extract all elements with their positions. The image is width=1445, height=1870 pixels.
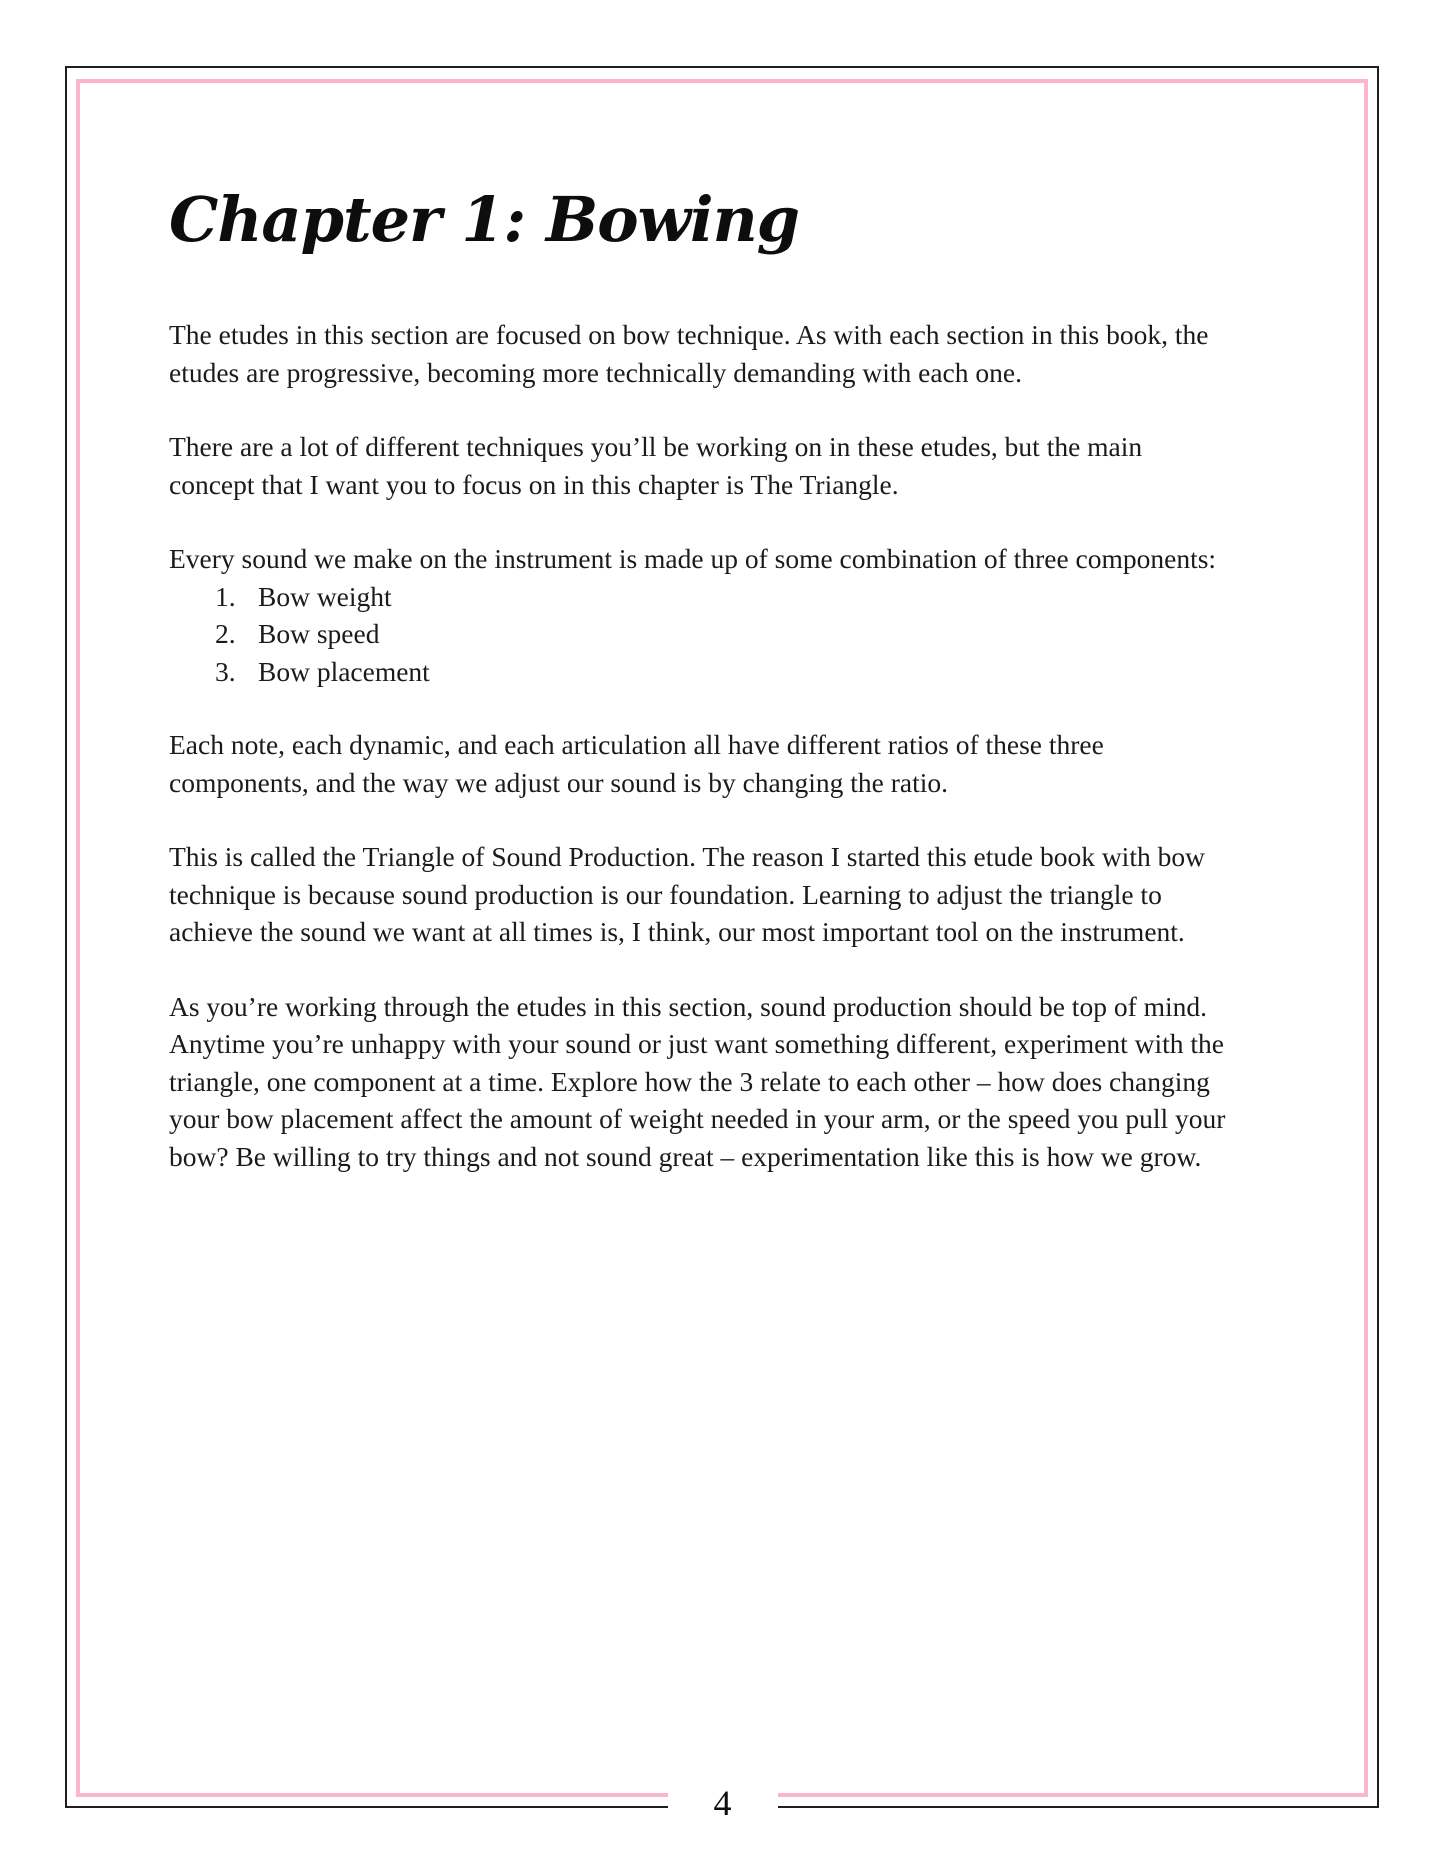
list-label: Bow weight <box>258 580 392 612</box>
components-list <box>169 578 1231 691</box>
chapter-title: Chapter 1: Bowing <box>169 183 800 256</box>
paragraph-intro: The etudes in this section are focused on bow technique. As with each section in this book, the etudes are progressive, becoming more technically demanding with each one. <box>169 319 1209 388</box>
list-number: 1. <box>215 580 236 612</box>
list-label: Bow speed <box>258 618 380 650</box>
list-number: 2. <box>215 618 236 650</box>
list-label: Bow placement <box>258 655 430 687</box>
list-number: 3. <box>215 655 236 687</box>
paragraph-ratios: Each note, each dynamic, and each articulation all have different ratios of these three components, and the way we adjust our sound is by changing the ratio. <box>169 729 1104 798</box>
paragraph-components-lead: Every sound we make on the instrument is made up of some combination of three components: <box>169 543 1217 575</box>
paragraph-triangle-of-sound: This is called the Triangle of Sound Production. The reason I started this etude book with bow technique is because sound production is our foundation. Learning to adjust the triangle to achieve the sound we want at all times is, I think, our most important tool on the instrument. <box>169 841 1205 948</box>
page-content <box>169 183 1231 1212</box>
paragraph-experimentation: As you’re working through the etudes in this section, sound production should be top of mind. Anytime you’re unhappy with your sound or just want something different, experiment with the triangle, one component at a time. Explore how the 3 relate to each other – how does changing your bow placement affect the amount of weight needed in your arm, or the speed you pull your bow? Be willing to try things and not sound great – experimentation like this is how we grow. <box>169 990 1226 1172</box>
list-item-bow-weight <box>169 578 1231 616</box>
list-item-bow-placement <box>169 653 1231 691</box>
page-number: 4 <box>668 1781 778 1825</box>
paragraph-techniques: There are a lot of different techniques you’ll be working on in these etudes, but the main concept that I want you to focus on in this chapter is The Triangle. <box>169 431 1143 500</box>
list-item-bow-speed <box>169 615 1231 653</box>
